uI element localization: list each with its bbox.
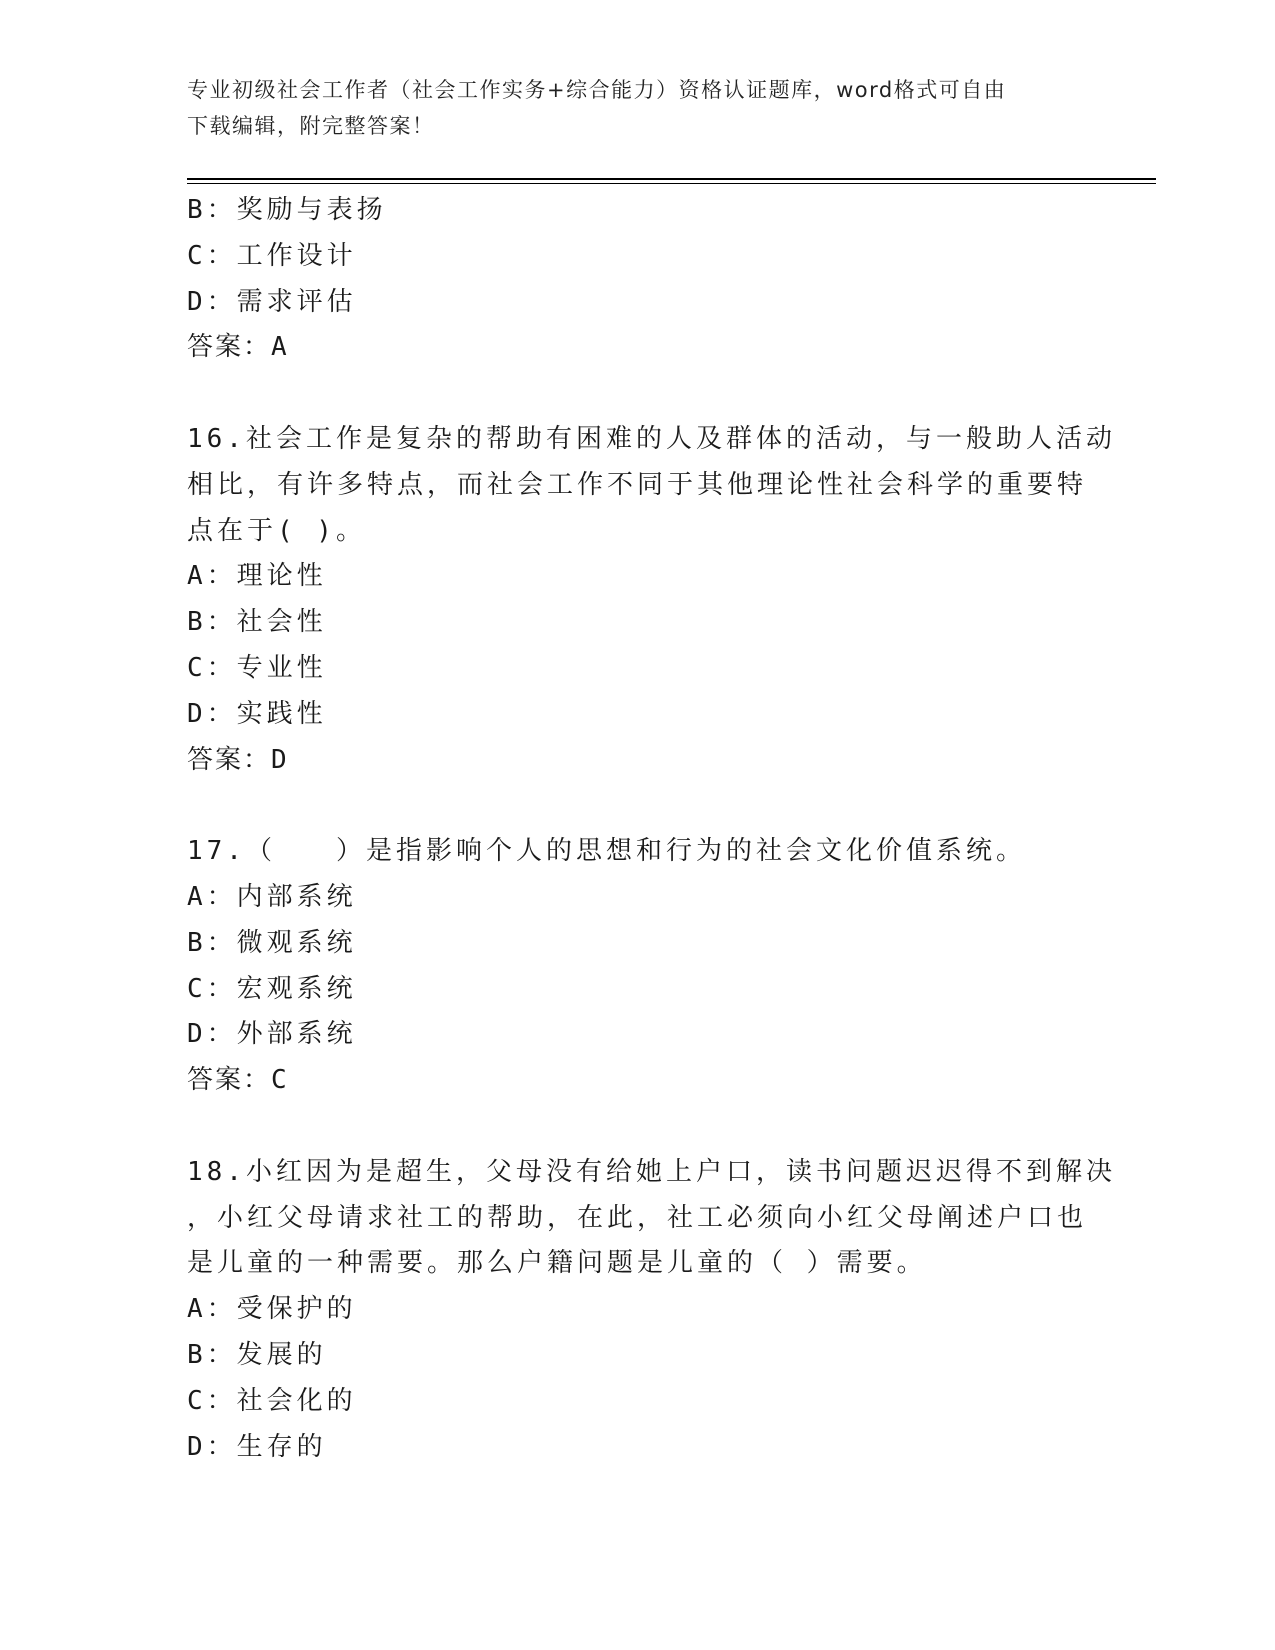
question-stem-line: 点在于( )。 [187, 515, 366, 546]
question-16 [187, 417, 1116, 783]
option-d: D：需求评估 [187, 286, 357, 317]
option-c: C：社会化的 [187, 1385, 357, 1416]
option-d: D：实践性 [187, 698, 327, 729]
option-b: B：奖励与表扬 [187, 195, 387, 225]
option-b: B：社会性 [187, 607, 327, 638]
answer-line: 答案：C [187, 1065, 289, 1096]
spacer [187, 783, 1107, 829]
question-list [187, 188, 1116, 1470]
question-stem-line: 17.（ ）是指影响个人的思想和行为的社会文化价值系统。 [187, 836, 1026, 867]
question-18 [187, 1150, 1116, 1471]
answer-line: 答案：A [187, 332, 289, 363]
option-a: A：内部系统 [187, 881, 357, 912]
header-divider-thick [187, 178, 1156, 180]
option-a: A：受保护的 [187, 1294, 357, 1325]
header-line-2: 下载编辑，附完整答案！ [187, 114, 435, 138]
question-stem-line: ，小红父母请求社工的帮助，在此，社工必须向小红父母阐述户口也 [187, 1202, 1088, 1233]
option-d: D：外部系统 [187, 1019, 357, 1050]
option-b: B：微观系统 [187, 927, 357, 958]
option-a: A：理论性 [187, 561, 327, 592]
option-c: C：工作设计 [187, 240, 357, 271]
option-c: C：专业性 [187, 652, 327, 683]
question-stem-line: 相比，有许多特点，而社会工作不同于其他理论性社会科学的重要特 [187, 469, 1088, 500]
answer-line: 答案：D [187, 744, 289, 775]
question-15-tail [187, 188, 1107, 371]
page-header [187, 72, 1087, 144]
spacer [187, 1104, 1107, 1150]
option-d: D：生存的 [187, 1431, 327, 1462]
header-divider-thin [187, 183, 1156, 184]
option-b: B：发展的 [187, 1339, 327, 1370]
question-stem-line: 16.社会工作是复杂的帮助有困难的人及群体的活动，与一般助人活动 [187, 423, 1116, 454]
question-17 [187, 829, 1107, 1104]
option-c: C：宏观系统 [187, 973, 357, 1004]
question-stem-line: 是儿童的一种需要。那么户籍问题是儿童的（ ）需要。 [187, 1248, 927, 1279]
header-line-1: 专业初级社会工作者（社会工作实务+综合能力）资格认证题库，word格式可自由 [187, 78, 1007, 102]
question-stem-line: 18.小红因为是超生，父母没有给她上户口，读书问题迟迟得不到解决 [187, 1156, 1116, 1187]
spacer [187, 371, 1107, 417]
